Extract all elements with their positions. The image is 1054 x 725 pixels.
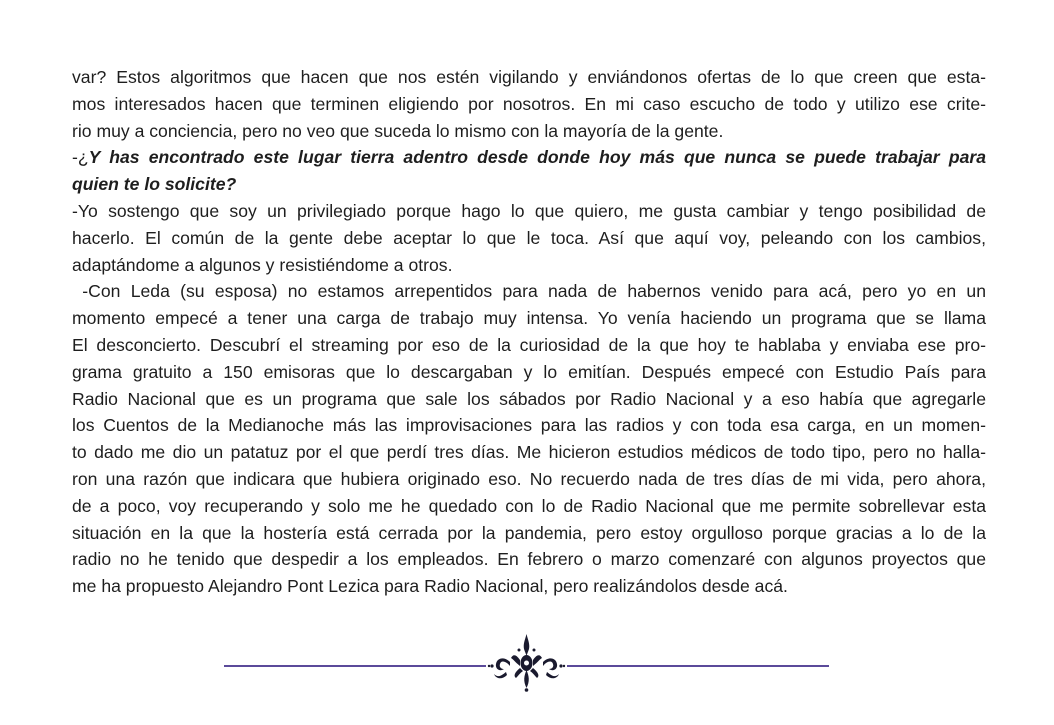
text-line: mos interesados hacen que terminen eligiendo por nosotros. En mi caso escucho de todo y utilizo ese crite- <box>72 93 986 114</box>
divider-rule-right <box>567 665 829 667</box>
fleuron-divider-icon <box>486 632 567 692</box>
article-body <box>72 64 986 600</box>
answer-line: El desconcierto. Descubrí el streaming por eso de la curiosidad de la que hoy te hablaba y enviaba ese pro- <box>72 334 986 355</box>
answer-line: momento empecé a tener una carga de trabajo muy intensa. Yo venía haciendo un programa que se llama <box>72 308 986 329</box>
answer-line: situación en la que la hostería está cerrada por la pandemia, pero estoy orgulloso porque gracias a lo de la <box>72 522 986 543</box>
answer-line: ron una razón que indicara que hubiera originado eso. No recuerdo nada de tres días de mi vida, pero ahora, <box>72 468 986 489</box>
answer-line: los Cuentos de la Medianoche más las improvisaciones para las radios y con toda esa carga, en un momen- <box>72 415 986 436</box>
answer-line: -Yo sostengo que soy un privilegiado porque hago lo que quiero, me gusta cambiar y tengo posibilidad de <box>72 200 986 221</box>
interview-question-line <box>72 144 986 171</box>
answer-line: to dado me dio un patatuz por el que perdí tres días. Me hicieron estudios médicos de todo tipo, pero no halla- <box>72 442 986 463</box>
section-divider <box>224 632 829 692</box>
answer-line: -Con Leda (su esposa) no estamos arrepentidos para nada de habernos venido para acá, pero yo en un <box>72 281 986 302</box>
answer-line: Radio Nacional que es un programa que sale los sábados por Radio Nacional y a eso había que agregarle <box>72 388 986 409</box>
answer-line: de a poco, voy recuperando y solo me he quedado con lo de Radio Nacional que me permite sobrellevar esta <box>72 495 986 516</box>
divider-rule-left <box>224 665 486 667</box>
answer-line: adaptándome a algunos y resistiéndome a otros. <box>72 254 453 275</box>
answer-line: me ha propuesto Alejandro Pont Lezica para Radio Nacional, pero realizándolos desde acá. <box>72 576 788 597</box>
answer-line: radio no he tenido que despedir a los empleados. En febrero o marzo comenzaré con algunos proyectos que <box>72 549 986 570</box>
answer-line: hacerlo. El común de la gente debe aceptar lo que le toca. Así que aquí voy, peleando con los cambios, <box>72 227 986 248</box>
question-prefix: -¿ <box>72 147 89 168</box>
answer-line: grama gratuito a 150 emisoras que lo descargaban y lo emitían. Después empecé con Estudio País para <box>72 361 986 382</box>
text-line: rio muy a conciencia, pero no veo que suceda lo mismo con la mayoría de la gente. <box>72 120 724 141</box>
text-line: var? Estos algoritmos que hacen que nos estén vigilando y enviándonos ofertas de lo que creen que esta- <box>72 67 986 87</box>
question-text: Y has encontrado este lugar tierra adentro desde donde hoy más que nunca se puede trabajar para <box>88 147 986 168</box>
interview-question-line: quien te lo solicite? <box>72 174 237 195</box>
